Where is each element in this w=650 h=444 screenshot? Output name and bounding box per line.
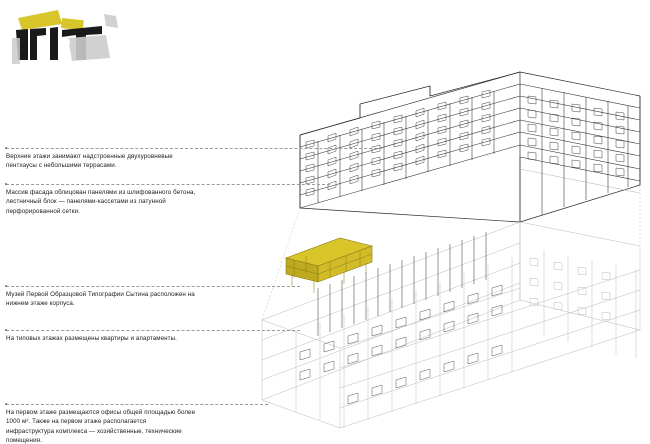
annotation-top-floors-text: Верхние этажи занимают надстроенные двухуровневые пентхаусы с небольшими террасами. xyxy=(6,153,173,170)
leader-line-museum xyxy=(6,286,300,287)
leader-line-facade xyxy=(6,184,330,185)
annotation-ground-floor-text: На первом этаже размещаются офисы общей площадью более 1000 м². Также на первом этаже располагается инфраструктура комплекса — хозяйственные, технические помещения. xyxy=(6,409,196,444)
annotation-museum-text: Музей Первой Образцовой Типографии Сытина расположен на нижнем этаже корпуса. xyxy=(6,291,195,308)
annotation-top-floors xyxy=(6,152,196,171)
museum-level-highlight xyxy=(286,238,372,293)
annotation-facade-text: Массив фасада облицован панелями из шлифованного бетона, лестничный блок — панелями-кассетами из латунной перфорированной сетки. xyxy=(6,189,196,215)
leader-line-typical-floors xyxy=(6,330,300,331)
leader-line-ground-floor xyxy=(6,404,268,405)
annotation-typical-floors-text: На типовых этажах размещены квартиры и апартаменты. xyxy=(6,335,177,342)
annotation-typical-floors xyxy=(6,334,196,343)
leader-line-top-floors xyxy=(6,148,382,149)
annotation-ground-floor xyxy=(6,408,196,444)
annotation-facade xyxy=(6,188,196,216)
annotation-museum xyxy=(6,290,196,309)
